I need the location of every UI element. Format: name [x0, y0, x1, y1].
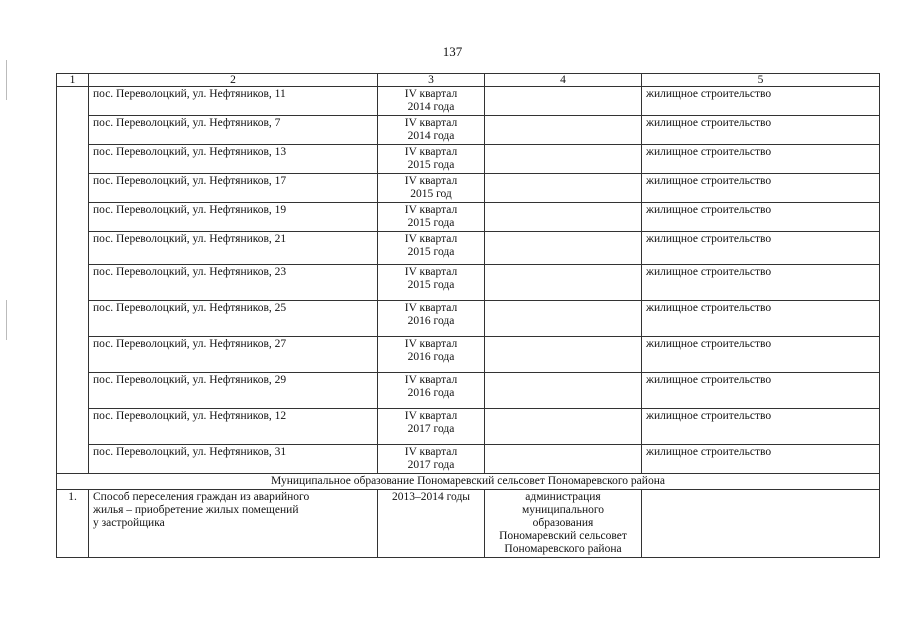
period-line: 2017 года: [407, 423, 455, 435]
period-line: IV квартал: [404, 233, 458, 245]
purpose-cell: жилищное строительство: [642, 116, 880, 145]
method-description: [89, 490, 378, 558]
address-cell: пос. Переволоцкий, ул. Нефтяников, 27: [89, 337, 378, 373]
table-row: [57, 265, 880, 301]
note-cell: [485, 409, 642, 445]
note-cell: [485, 265, 642, 301]
column-header: 2: [89, 74, 378, 87]
note-cell: [485, 337, 642, 373]
period-line: IV квартал: [404, 410, 458, 422]
purpose-cell: жилищное строительство: [642, 145, 880, 174]
period-cell: [378, 265, 485, 301]
responsible-line: Пономаревский сельсовет: [499, 530, 627, 542]
section-title: Муниципальное образование Пономаревский сельсовет Пономаревского района: [57, 474, 880, 490]
period-line: 2016 года: [407, 315, 455, 327]
address-cell: пос. Переволоцкий, ул. Нефтяников, 12: [89, 409, 378, 445]
address-cell: пос. Переволоцкий, ул. Нефтяников, 7: [89, 116, 378, 145]
period-line: 2015 года: [407, 159, 455, 171]
purpose-cell: жилищное строительство: [642, 445, 880, 474]
table-body: [57, 87, 880, 474]
period-line: IV квартал: [404, 146, 458, 158]
period-cell: [378, 409, 485, 445]
document-table: [56, 73, 880, 558]
period-cell: [378, 373, 485, 409]
period-cell: [378, 203, 485, 232]
period-cell: [378, 145, 485, 174]
address-cell: пос. Переволоцкий, ул. Нефтяников, 19: [89, 203, 378, 232]
scan-margin-mark: [6, 60, 7, 100]
row-number: 1.: [57, 490, 89, 558]
period-line: IV квартал: [404, 266, 458, 278]
header-row: [57, 74, 880, 87]
period-cell: [378, 116, 485, 145]
address-cell: пос. Переволоцкий, ул. Нефтяников, 21: [89, 232, 378, 265]
period-cell: [378, 301, 485, 337]
table-row: [57, 145, 880, 174]
column-header: 5: [642, 74, 880, 87]
responsible-line: администрация: [525, 491, 601, 503]
period-line: IV квартал: [404, 446, 458, 458]
responsible-line: муниципального: [521, 504, 605, 516]
purpose-cell: жилищное строительство: [642, 265, 880, 301]
period-line: IV квартал: [404, 88, 458, 100]
note-cell: [485, 145, 642, 174]
period-line: 2016 года: [407, 351, 455, 363]
final-purpose: [642, 490, 880, 558]
table-row: [57, 445, 880, 474]
period-line: IV квартал: [404, 204, 458, 216]
purpose-cell: жилищное строительство: [642, 337, 880, 373]
table-row: [57, 409, 880, 445]
description-line: жилья – приобретение жилых помещений: [93, 504, 299, 516]
note-cell: [485, 174, 642, 203]
responsible-line: образования: [532, 517, 594, 529]
period-line: 2014 года: [407, 101, 455, 113]
column-header: 4: [485, 74, 642, 87]
note-cell: [485, 232, 642, 265]
purpose-cell: жилищное строительство: [642, 409, 880, 445]
period-line: 2015 года: [407, 217, 455, 229]
table-row: [57, 174, 880, 203]
period-cell: [378, 232, 485, 265]
purpose-cell: жилищное строительство: [642, 232, 880, 265]
period-line: 2014 года: [407, 130, 455, 142]
table-row: [57, 116, 880, 145]
column-header: 3: [378, 74, 485, 87]
period-cell: [378, 337, 485, 373]
purpose-cell: жилищное строительство: [642, 301, 880, 337]
table-row: [57, 203, 880, 232]
table-row: [57, 87, 880, 116]
note-cell: [485, 301, 642, 337]
purpose-cell: жилищное строительство: [642, 203, 880, 232]
description-line: у застройщика: [93, 517, 165, 529]
scan-margin-mark: [6, 300, 7, 340]
period-cell: [378, 87, 485, 116]
note-cell: [485, 116, 642, 145]
purpose-cell: жилищное строительство: [642, 373, 880, 409]
period-line: IV квартал: [404, 302, 458, 314]
merged-number-cell: [57, 87, 89, 474]
period-line: 2015 года: [407, 279, 455, 291]
responsible-party: [485, 490, 642, 558]
table-row: [57, 373, 880, 409]
table-row: [57, 232, 880, 265]
address-cell: пос. Переволоцкий, ул. Нефтяников, 13: [89, 145, 378, 174]
period-line: IV квартал: [404, 338, 458, 350]
responsible-line: Пономаревского района: [504, 543, 622, 555]
page-number: 137: [442, 44, 463, 59]
period-line: 2016 года: [407, 387, 455, 399]
description-line: Способ переселения граждан из аварийного: [93, 491, 310, 503]
final-period: 2013–2014 годы: [378, 490, 485, 558]
address-cell: пос. Переволоцкий, ул. Нефтяников, 23: [89, 265, 378, 301]
final-row: [57, 490, 880, 558]
table-row: [57, 301, 880, 337]
period-line: IV квартал: [404, 374, 458, 386]
purpose-cell: жилищное строительство: [642, 87, 880, 116]
note-cell: [485, 203, 642, 232]
address-cell: пос. Переволоцкий, ул. Нефтяников, 17: [89, 174, 378, 203]
period-line: 2015 год: [410, 188, 452, 200]
note-cell: [485, 445, 642, 474]
address-cell: пос. Переволоцкий, ул. Нефтяников, 29: [89, 373, 378, 409]
section-title-row: [57, 474, 880, 490]
period-cell: [378, 445, 485, 474]
purpose-cell: жилищное строительство: [642, 174, 880, 203]
period-line: 2015 года: [407, 246, 455, 258]
table-row: [57, 337, 880, 373]
address-cell: пос. Переволоцкий, ул. Нефтяников, 25: [89, 301, 378, 337]
column-header: 1: [57, 74, 89, 87]
address-cell: пос. Переволоцкий, ул. Нефтяников, 31: [89, 445, 378, 474]
period-line: IV квартал: [404, 117, 458, 129]
note-cell: [485, 87, 642, 116]
period-cell: [378, 174, 485, 203]
note-cell: [485, 373, 642, 409]
period-line: 2017 года: [407, 459, 455, 471]
period-line: IV квартал: [404, 175, 458, 187]
address-cell: пос. Переволоцкий, ул. Нефтяников, 11: [89, 87, 378, 116]
